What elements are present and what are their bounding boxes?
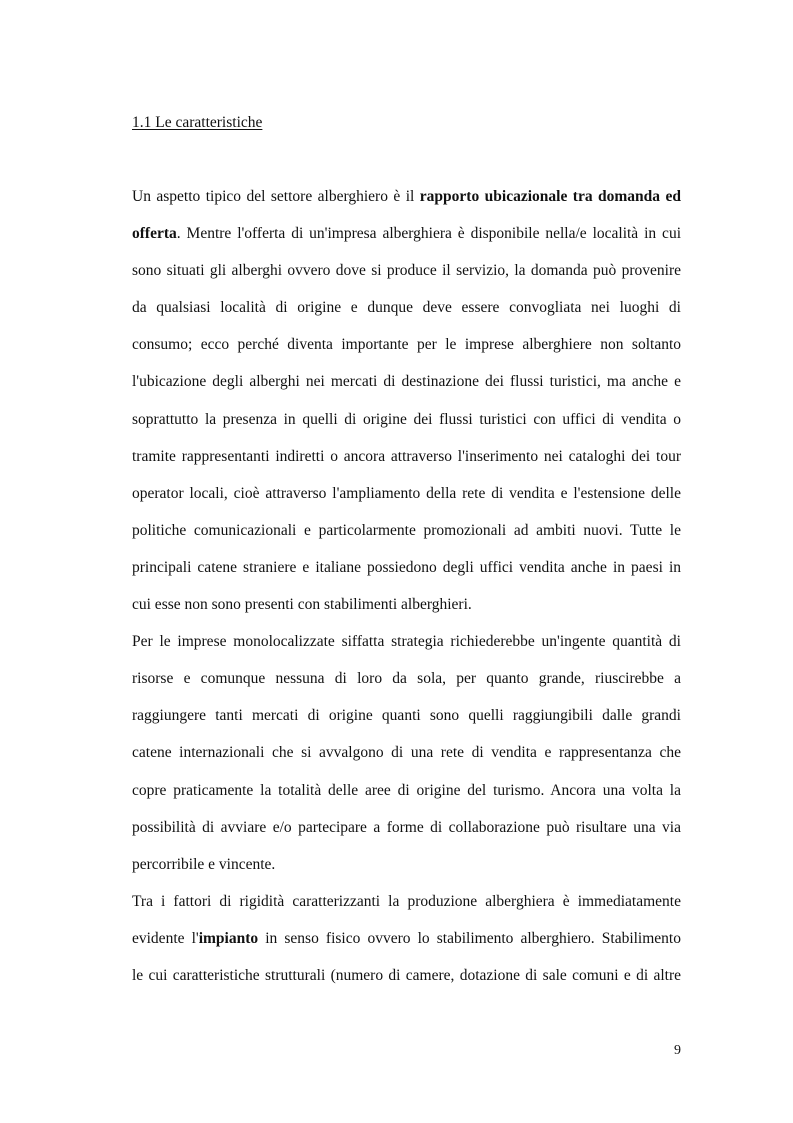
text-run: catene internazionali che si avvalgono di una rete di vendita e rappresentanza che [132, 744, 681, 762]
text-run: consumo; ecco perché diventa importante per le imprese alberghiere non soltanto [132, 336, 681, 354]
text-run: cui esse non sono presenti con stabilimenti alberghieri. [132, 596, 472, 614]
text-run: evidente l' [132, 929, 199, 947]
bold-text: rapporto ubicazionale tra domanda ed [419, 188, 681, 205]
text-run: possibilità di avviare e/o partecipare a forme di collaborazione può risultare una via [132, 818, 681, 836]
text-line [132, 815, 681, 852]
text-line [132, 444, 681, 481]
text-run: Tra i fattori di rigidità caratterizzanti la produzione alberghiera è immediatamente [132, 892, 681, 910]
text-run: copre praticamente la totalità delle aree di origine del turismo. Ancora una volta la [132, 781, 681, 799]
body-text [132, 184, 681, 1000]
text-run: tramite rappresentanti indiretti o ancora attraverso l'inserimento nei cataloghi dei tour [132, 447, 681, 465]
text-line [132, 740, 681, 777]
text-run: soprattutto la presenza in quelli di origine dei flussi turistici con uffici di vendita o [132, 410, 681, 428]
text-run: l'ubicazione degli alberghi nei mercati di destinazione dei flussi turistici, ma anche e [132, 373, 681, 391]
text-run: le cui caratteristiche strutturali (numero di camere, dotazione di sale comuni e di altre [132, 966, 681, 984]
text-run: sono situati gli alberghi ovvero dove si produce il servizio, la domanda può provenire [132, 262, 681, 280]
text-line [132, 481, 681, 518]
page-number: 9 [674, 1043, 681, 1058]
text-run: Per le imprese monolocalizzate siffatta strategia richiederebbe un'ingente quantità di [132, 633, 681, 651]
text-line [132, 963, 681, 1000]
text-run: . Mentre l'offerta di un'impresa alberghiera è disponibile nella/e località in cui [176, 225, 681, 243]
text-run: da qualsiasi località di origine e dunque deve essere convogliata nei luoghi di [132, 299, 681, 317]
text-line [132, 629, 681, 666]
text-line [132, 592, 681, 629]
text-line [132, 555, 681, 592]
text-run: Un aspetto tipico del settore alberghiero è il [132, 188, 420, 205]
text-line [132, 778, 681, 815]
bold-text: impianto [198, 929, 259, 947]
text-run: in senso fisico ovvero lo stabilimento alberghiero. Stabilimento [258, 929, 681, 947]
text-line [132, 852, 681, 889]
bold-text: offerta [132, 225, 177, 243]
section-heading: 1.1 Le caratteristiche [132, 114, 263, 131]
text-run: principali catene straniere e italiane possiedono degli uffici vendita anche in paesi in [132, 558, 681, 576]
text-run: operator locali, cioè attraverso l'ampliamento della rete di vendita e l'estensione delle [132, 484, 681, 502]
text-line [132, 369, 681, 406]
text-run: politiche comunicazionali e particolarmente promozionali ad ambiti nuovi. Tutte le [132, 521, 681, 539]
text-line [132, 926, 681, 963]
text-line [132, 666, 681, 703]
text-line [132, 332, 681, 369]
text-line [132, 184, 681, 221]
text-run: raggiungere tanti mercati di origine quanti sono quelli raggiungibili dalle grandi [132, 707, 681, 725]
text-line [132, 889, 681, 926]
text-run: risorse e comunque nessuna di loro da sola, per quanto grande, riuscirebbe a [132, 670, 681, 688]
text-line [132, 221, 681, 258]
text-line [132, 518, 681, 555]
text-line [132, 407, 681, 444]
text-run: percorribile e vincente. [132, 855, 276, 873]
text-line [132, 703, 681, 740]
text-line [132, 295, 681, 332]
text-line [132, 258, 681, 295]
